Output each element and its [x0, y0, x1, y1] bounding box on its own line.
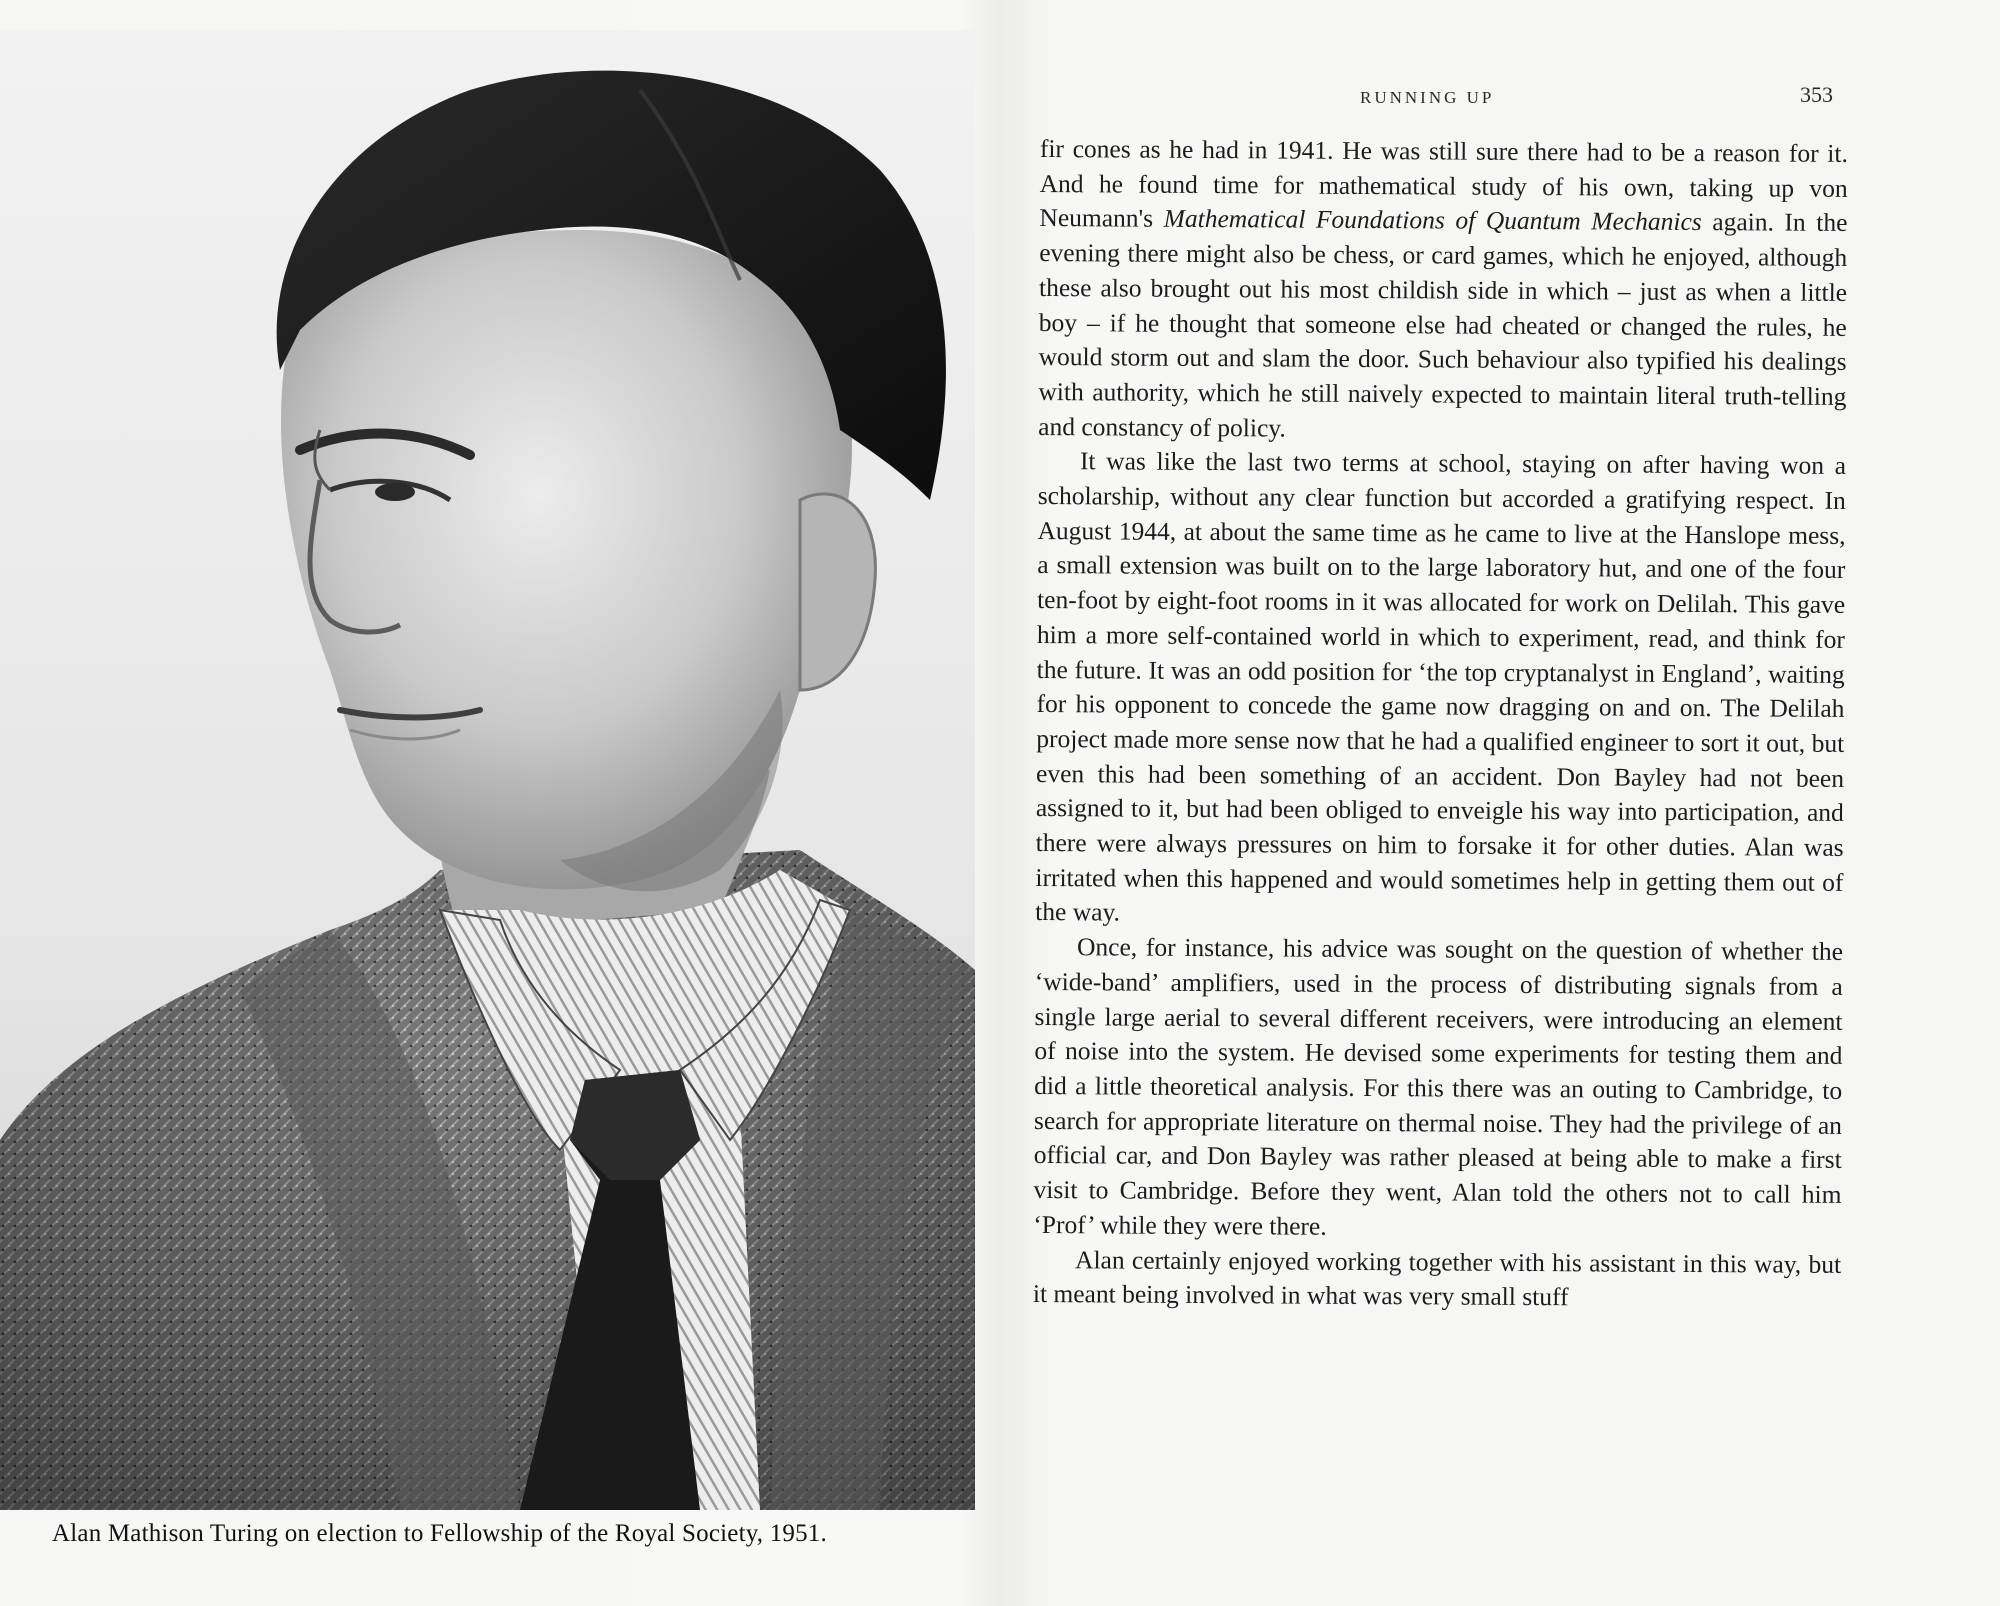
book-title: Mathematical Foundations of Quantum Mechanics	[1163, 204, 1702, 237]
paragraph-4: Alan certainly enjoyed working together with his assistant in this way, but it meant being involved in what was very small stuff	[1032, 1244, 1842, 1312]
paragraph-1-end: again. In the evening there might also be chess, or card games, which he enjoyed, although these also brought out his most childish side in which – just as when a little boy – if he thought that someone else had cheated or changed the rules, he would storm out and slam the door. Such behaviour also typified his dealings with authority, which he still naively expected to maintain literal truth-telling and constancy of policy.	[1038, 207, 1848, 443]
photo-caption: Alan Mathison Turing on election to Fellowship of the Royal Society, 1951.	[52, 1520, 827, 1547]
paragraph-2: It was like the last two terms at school, staying on after having won a scholarship, without any clear function but accorded a gratifying respect. In August 1944, at about the same time as he came to live at the Hanslope mess, a small extension was built on to the large laboratory hut, and one of the four ten-foot by eight-foot rooms in it was allocated for work on Delilah. This gave him a more self-contained world in which to experiment, read, and think for the future. It was an odd position for ‘the top cryptanalyst in England’, waiting for his opponent to concede the game now dragging on and on. The Delilah project made more sense now that he had a qualified engineer to sort it out, but even this had been something of an accident. Don Bayley had not been assigned to it, but had been obliged to enveigle his way into participation, and there were always pressures on him to forsake it for other duties. Alan was irritated when this happened and would sometimes help in getting them out of the way.	[1035, 446, 1847, 927]
paragraph-1-start: fir cones as he had in 1941. He was still sure there had to be a reason for it. And he found time for mathematical study of his own, taking up von Neumann's	[1039, 133, 1848, 234]
running-head: RUNNING UP	[1360, 88, 1495, 107]
paragraph-1	[1038, 132, 1848, 449]
portrait-photograph	[0, 30, 975, 1510]
page-number: 353	[1800, 82, 1833, 107]
portrait-illustration	[0, 30, 975, 1510]
body-text	[1033, 132, 1848, 1317]
paragraph-3: Once, for instance, his advice was sought on the question of whether the ‘wide-band’ amplifiers, used in the process of distributing signals from a single large aerial to several different receivers, were introducing an element of noise into the system. He devised some experiments for testing them and did a little theoretical analysis. For this there was an outing to Cambridge, to search for appropriate literature on thermal noise. They had the privilege of an official car, and Don Bayley was rather pleased at being able to make a first visit to Cambridge. Before they went, Alan told the others not to call him ‘Prof’ while they were there.	[1033, 932, 1844, 1241]
